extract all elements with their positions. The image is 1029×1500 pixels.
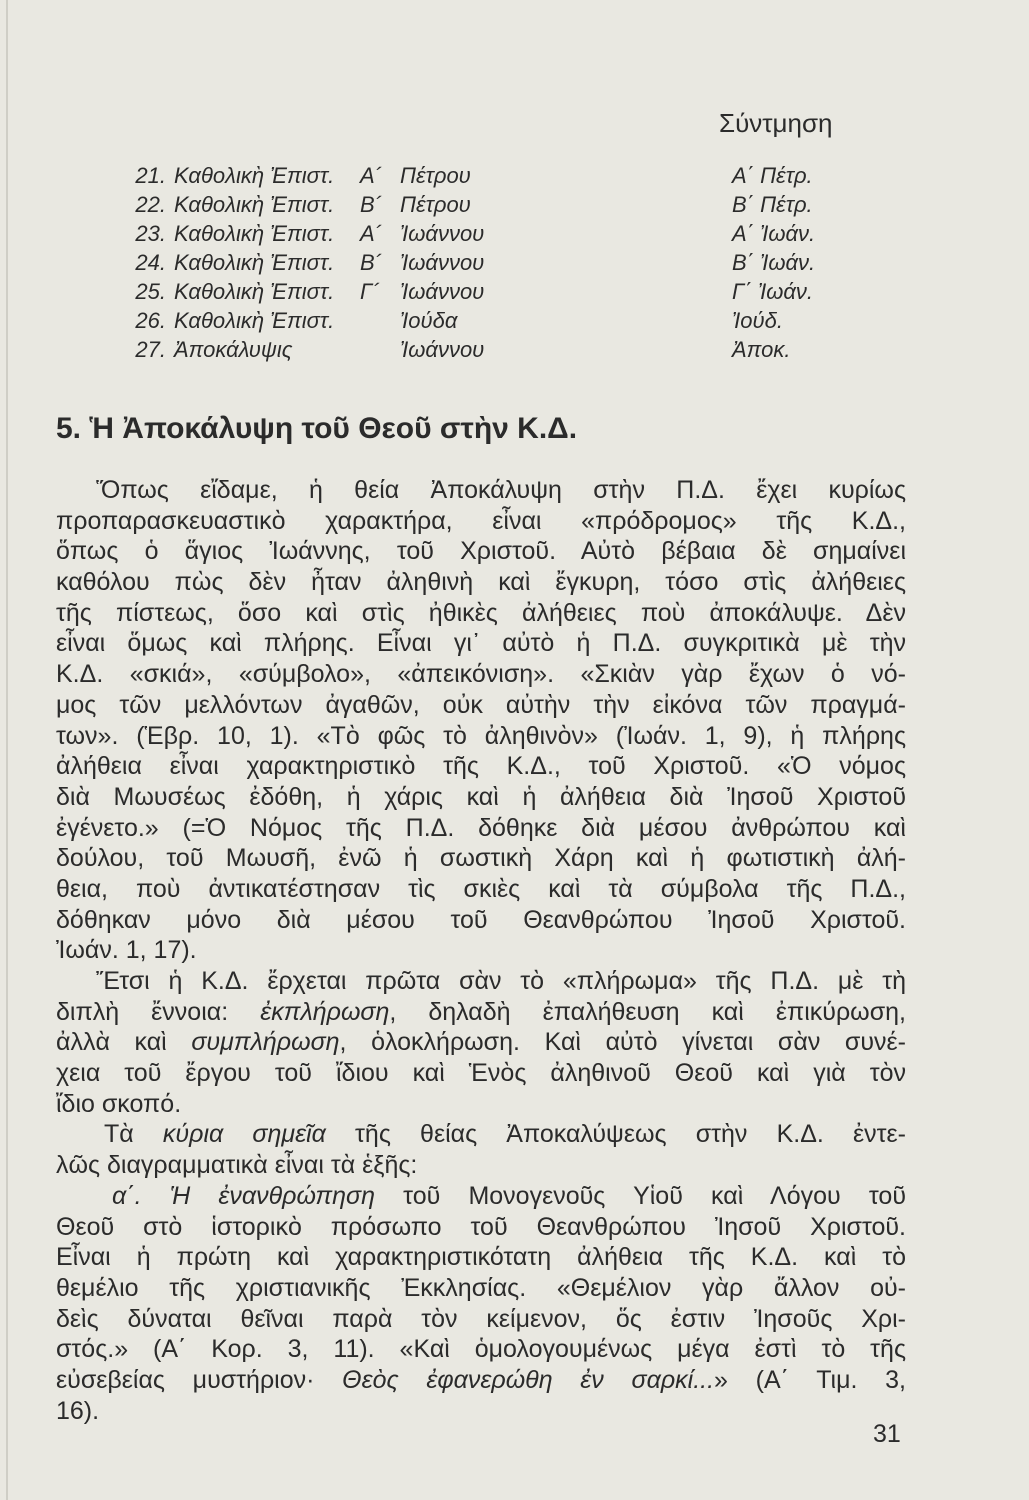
italic-term: συμπλήρωση bbox=[191, 1028, 340, 1057]
text-run: διπλὴ ἔννοια: bbox=[56, 997, 261, 1026]
book-ordinal: Α´ bbox=[360, 163, 382, 188]
book-abbreviation: Ἀποκ. bbox=[732, 337, 791, 362]
text-line: Ἰωάν. 1, 17). bbox=[56, 936, 197, 965]
book-abbreviation: Ἰούδ. bbox=[732, 308, 783, 333]
italic-term: ἐνανθρώπηση bbox=[218, 1181, 376, 1210]
text-line: Ἔτσι ἡ Κ.Δ. ἔρχεται πρῶτα σὰν τὸ «πλήρωμα» τῆς Π.Δ. μὲ τὴ bbox=[96, 967, 906, 995]
book-number: 21. bbox=[135, 163, 166, 188]
text-line bbox=[56, 997, 906, 1028]
book-title: Καθολικὴ Ἐπιστ. bbox=[174, 279, 335, 304]
text-line: μος τῶν μελλόντων ἀγαθῶν, οὐκ αὐτὴν τὴν εἰκόνα τῶν πραγμά- bbox=[56, 690, 906, 719]
book-ordinal: Α´ bbox=[360, 221, 382, 246]
text-line bbox=[56, 1119, 906, 1150]
text-line: καθόλου πὼς δὲν ἦταν ἀληθινὴ καὶ ἔγκυρη, τόσο στὶς ἀλήθειες bbox=[56, 568, 906, 597]
table-row bbox=[130, 221, 890, 250]
text-run: τοῦ Μονογενοῦς Υἱοῦ καὶ Λόγου τοῦ bbox=[375, 1181, 906, 1210]
text-line: χεια τοῦ ἔργου τοῦ ἴδιου καὶ Ἑνὸς ἀληθινοῦ Θεοῦ καὶ γιὰ τὸν bbox=[56, 1059, 906, 1088]
book-author: Ἰωάννου bbox=[400, 250, 485, 275]
book-author: Πέτρου bbox=[400, 192, 471, 217]
text-line: ἀλήθεια εἶναι χαρακτηριστικὸ τῆς Κ.Δ., τοῦ Χριστοῦ. «Ὁ νόμος bbox=[56, 752, 906, 781]
book-number: 23. bbox=[135, 221, 166, 246]
text-line: δόθηκαν μόνο διὰ μέσου τοῦ Θεανθρώπου Ἰησοῦ Χριστοῦ. bbox=[56, 905, 906, 934]
text-run: ἀλλὰ καὶ bbox=[56, 1028, 192, 1057]
book-abbreviation: Β΄ Ἰωάν. bbox=[732, 250, 816, 275]
text-line: διὰ Μωυσέως ἐδόθη, ἡ χάρις καὶ ἡ ἀλήθεια διὰ Ἰησοῦ Χριστοῦ bbox=[56, 782, 906, 811]
book-number: 22. bbox=[135, 192, 166, 217]
table-row bbox=[130, 250, 890, 279]
text-line: εἶναι ὅμως καὶ πλήρης. Εἶναι γι᾽ αὐτὸ ἡ Π.Δ. συγκριτικὰ μὲ τὴν bbox=[56, 629, 906, 658]
book-ordinal: Β´ bbox=[360, 250, 382, 275]
text-line: Θεοῦ στὸ ἱστορικὸ πρόσωπο τοῦ Θεανθρώπου Ἰησοῦ Χριστοῦ. bbox=[56, 1212, 906, 1241]
text-run: » (Α΄ Τιμ. 3, bbox=[714, 1365, 907, 1394]
text-line: θεμέλιο τῆς χριστιανικῆς Ἐκκλησίας. «Θεμέλιον γὰρ ἄλλον οὐ- bbox=[56, 1273, 906, 1302]
text-line: τῆς πίστεως, ὅσο καὶ στὶς ἠθικὲς ἀλήθειες ποὺ ἀποκάλυψε. Δὲν bbox=[56, 598, 906, 627]
text-line: δούλου, τοῦ Μωυσῆ, ἐνῶ ἡ σωστικὴ Χάρη καὶ ἡ φωτιστικὴ ἀλή- bbox=[56, 844, 906, 873]
text-line: Ὅπως εἴδαμε, ἡ θεία Ἀποκάλυψη στὴν Π.Δ. ἔχει κυρίως bbox=[96, 476, 906, 504]
text-run: , ὁλοκλήρωση. Καὶ αὐτὸ γίνεται σὰν συνέ- bbox=[339, 1028, 907, 1057]
book-title: Καθολικὴ Ἐπιστ. bbox=[174, 192, 335, 217]
abbreviation-column-header: Σύντμηση bbox=[719, 108, 833, 138]
italic-term: ἐκπλήρωση bbox=[260, 997, 390, 1026]
text-line: ὅπως ὁ ἅγιος Ἰωάννης, τοῦ Χριστοῦ. Αὐτὸ βέβαια δὲ σημαίνει bbox=[56, 537, 906, 566]
book-title: Καθολικὴ Ἐπιστ. bbox=[174, 163, 335, 188]
text-line: στός.» (Α΄ Κορ. 3, 11). «Καὶ ὁμολογουμένως μέγα ἐστὶ τὸ τῆς bbox=[56, 1335, 906, 1364]
italic-term: κύρια σημεῖα bbox=[162, 1120, 326, 1149]
book-title: Καθολικὴ Ἐπιστ. bbox=[174, 250, 335, 275]
text-line: των». (Ἑβρ. 10, 1). «Τὸ φῶς τὸ ἀληθινὸν» (Ἰωάν. 1, 9), ἡ πλήρης bbox=[56, 721, 906, 750]
book-author: Ἰωάννου bbox=[400, 279, 485, 304]
text-line bbox=[56, 1365, 906, 1396]
text-line: προπαρασκευαστικὸ χαρακτήρα, εἶναι «πρόδρομος» τῆς Κ.Δ., bbox=[56, 506, 906, 535]
book-abbreviation: Γ΄ Ἰωάν. bbox=[732, 279, 814, 304]
text-run: , δηλαδὴ ἐπαλήθευση καὶ ἐπικύρωση, bbox=[389, 997, 906, 1026]
page-number: 31 bbox=[873, 1420, 901, 1448]
book-author: Ἰούδα bbox=[400, 308, 458, 333]
text-run: τῆς θείας Ἀποκαλύψεως στὴν Κ.Δ. ἐντε- bbox=[325, 1120, 906, 1149]
book-abbreviation: Β΄ Πέτρ. bbox=[732, 192, 813, 217]
book-number: 25. bbox=[135, 279, 166, 304]
table-row bbox=[130, 192, 890, 221]
table-row bbox=[130, 337, 890, 366]
book-abbreviation: Α΄ Ἰωάν. bbox=[732, 221, 816, 246]
book-title: Ἀποκάλυψις bbox=[174, 337, 293, 362]
books-table bbox=[130, 163, 890, 366]
book-ordinal: Γ´ bbox=[360, 279, 380, 304]
book-title: Καθολικὴ Ἐπιστ. bbox=[174, 221, 335, 246]
text-line: 16). bbox=[56, 1396, 100, 1425]
italic-quote: Θεὸς ἐφανερώθη ἐν σαρκί... bbox=[342, 1365, 715, 1394]
book-title: Καθολικὴ Ἐπιστ. bbox=[174, 308, 335, 333]
body-text bbox=[56, 475, 906, 1426]
text-line: ἐγένετο.» (=Ὁ Νόμος τῆς Π.Δ. δόθηκε διὰ μέσου ἀνθρώπου καὶ bbox=[56, 813, 906, 842]
text-line: ἴδιο σκοπό. bbox=[56, 1089, 182, 1118]
section-heading: 5. Ἡ Ἀποκάλυψη τοῦ Θεοῦ στὴν Κ.Δ. bbox=[56, 412, 578, 445]
text-run: εὐσεβείας μυστήριον· bbox=[56, 1365, 343, 1394]
text-line: θεια, ποὺ ἀντικατέστησαν τὶς σκιὲς καὶ τὰ σύμβολα τῆς Π.Δ., bbox=[56, 874, 906, 903]
item-marker: α΄. Ἡ bbox=[112, 1181, 219, 1210]
book-number: 26. bbox=[135, 308, 166, 333]
book-number: 24. bbox=[135, 250, 166, 275]
text-line: δεὶς δύναται θεῖναι παρὰ τὸν κείμενον, ὅς ἐστιν Ἰησοῦς Χρι- bbox=[56, 1304, 906, 1333]
table-row bbox=[130, 308, 890, 337]
text-run: Τὰ bbox=[104, 1120, 163, 1149]
book-author: Πέτρου bbox=[400, 163, 471, 188]
text-line bbox=[56, 1027, 906, 1058]
text-line bbox=[56, 1181, 906, 1212]
table-row bbox=[130, 279, 890, 308]
text-line: λῶς διαγραμματικὰ εἶναι τὰ ἑξῆς: bbox=[56, 1151, 418, 1180]
book-abbreviation: Α΄ Πέτρ. bbox=[732, 163, 813, 188]
book-ordinal: Β´ bbox=[360, 192, 382, 217]
book-number: 27. bbox=[135, 337, 166, 362]
book-author: Ἰωάννου bbox=[400, 337, 485, 362]
book-author: Ἰωάννου bbox=[400, 221, 485, 246]
text-line: Κ.Δ. «σκιά», «σύμβολο», «ἀπεικόνιση». «Σκιὰν γὰρ ἔχων ὁ νό- bbox=[56, 660, 906, 689]
table-row bbox=[130, 163, 890, 192]
text-line: Εἶναι ἡ πρώτη καὶ χαρακτηριστικότατη ἀλήθεια τῆς Κ.Δ. καὶ τὸ bbox=[56, 1243, 906, 1272]
